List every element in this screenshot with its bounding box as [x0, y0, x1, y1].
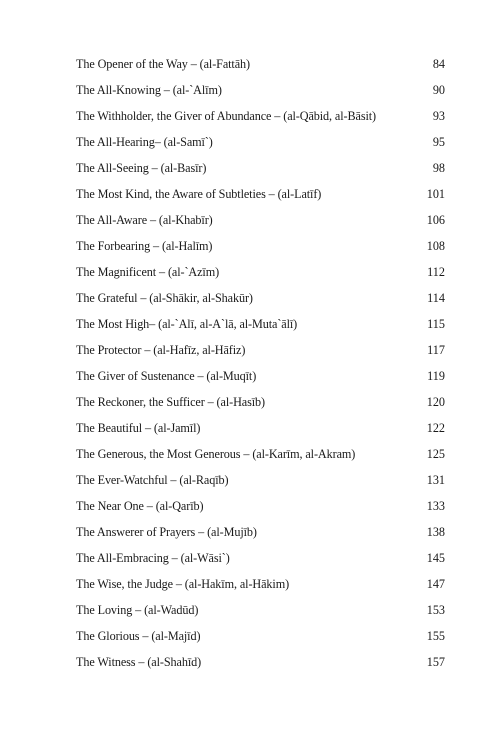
entry-page-number: 119	[427, 369, 445, 383]
entry-page-number: 145	[426, 551, 445, 565]
toc-entry	[0, 186, 483, 208]
toc-entry	[0, 498, 483, 520]
toc-entry	[0, 524, 483, 546]
toc-entry	[0, 160, 483, 182]
entry-page-number: 115	[427, 317, 445, 331]
entry-page-number: 90	[432, 83, 445, 97]
toc-entry	[0, 56, 483, 78]
entry-title: The All-Knowing – (al-`Alīm)	[76, 83, 222, 97]
entry-page-number: 98	[432, 161, 445, 175]
toc-entry	[0, 446, 483, 468]
entry-title: The Generous, the Most Generous – (al-Karīm, al-Akram)	[76, 447, 356, 461]
toc-entry	[0, 550, 483, 572]
entry-page-number: 93	[432, 109, 445, 123]
entry-title: The Beautiful – (al-Jamīl)	[76, 421, 201, 435]
toc-entry	[0, 654, 483, 676]
entry-page-number: 147	[426, 577, 445, 591]
toc-entry	[0, 134, 483, 156]
entry-page-number: 112	[427, 265, 445, 279]
entry-title: The Protector – (al-Hafīz, al-Hāfiz)	[76, 343, 246, 357]
entry-page-number: 117	[427, 343, 445, 357]
entry-title: The Reckoner, the Sufficer – (al-Hasīb)	[76, 395, 265, 409]
entry-title: The Glorious – (al-Majīd)	[76, 629, 201, 643]
toc-entry	[0, 576, 483, 598]
entry-page-number: 133	[426, 499, 445, 513]
entry-title: The Ever-Watchful – (al-Raqīb)	[76, 473, 229, 487]
entry-title: The All-Aware – (al-Khabīr)	[76, 213, 213, 227]
entry-page-number: 108	[426, 239, 445, 253]
toc-entry	[0, 420, 483, 442]
entry-page-number: 138	[426, 525, 445, 539]
toc-entry	[0, 368, 483, 390]
entry-page-number: 101	[426, 187, 445, 201]
entry-title: The Witness – (al-Shahīd)	[76, 655, 202, 669]
entry-page-number: 120	[426, 395, 445, 409]
entry-title: The Withholder, the Giver of Abundance – (al-Qābid, al-Bāsit)	[76, 109, 376, 123]
entry-page-number: 106	[426, 213, 445, 227]
entry-title: The Giver of Sustenance – (al-Muqīt)	[76, 369, 257, 383]
entry-page-number: 157	[426, 655, 445, 669]
toc-entry	[0, 602, 483, 624]
toc-entry	[0, 342, 483, 364]
entry-title: The All-Embracing – (al-Wāsi`)	[76, 551, 230, 565]
entry-title: The Most High– (al-`Alī, al-A`lā, al-Muta`ālī)	[76, 317, 298, 331]
entry-page-number: 155	[426, 629, 445, 643]
entry-page-number: 131	[426, 473, 445, 487]
entry-page-number: 95	[432, 135, 445, 149]
toc-entry	[0, 628, 483, 650]
entry-page-number: 122	[426, 421, 445, 435]
toc-entry	[0, 212, 483, 234]
entry-title: The Forbearing – (al-Halīm)	[76, 239, 213, 253]
toc-entry	[0, 82, 483, 104]
toc-entry	[0, 290, 483, 312]
toc-entry	[0, 238, 483, 260]
toc-entry	[0, 108, 483, 130]
entry-title: The Answerer of Prayers – (al-Mujīb)	[76, 525, 257, 539]
entry-title: The All-Seeing – (al-Basīr)	[76, 161, 207, 175]
entry-page-number: 125	[426, 447, 445, 461]
toc-entry	[0, 472, 483, 494]
entry-title: The Opener of the Way – (al-Fattāh)	[76, 57, 250, 71]
toc-entry	[0, 264, 483, 286]
entry-title: The Loving – (al-Wadūd)	[76, 603, 199, 617]
toc-entry	[0, 316, 483, 338]
entry-title: The Grateful – (al-Shākir, al-Shakūr)	[76, 291, 253, 305]
entry-page-number: 84	[432, 57, 445, 71]
entry-title: The Most Kind, the Aware of Subtleties – (al-Latīf)	[76, 187, 322, 201]
entry-title: The Magnificent – (al-`Azīm)	[76, 265, 220, 279]
entry-title: The Wise, the Judge – (al-Hakīm, al-Hākim)	[76, 577, 290, 591]
entry-page-number: 114	[427, 291, 445, 305]
entry-title: The Near One – (al-Qarīb)	[76, 499, 204, 513]
entry-title: The All-Hearing– (al-Samī`)	[76, 135, 213, 149]
entry-page-number: 153	[426, 603, 445, 617]
toc-entry	[0, 394, 483, 416]
